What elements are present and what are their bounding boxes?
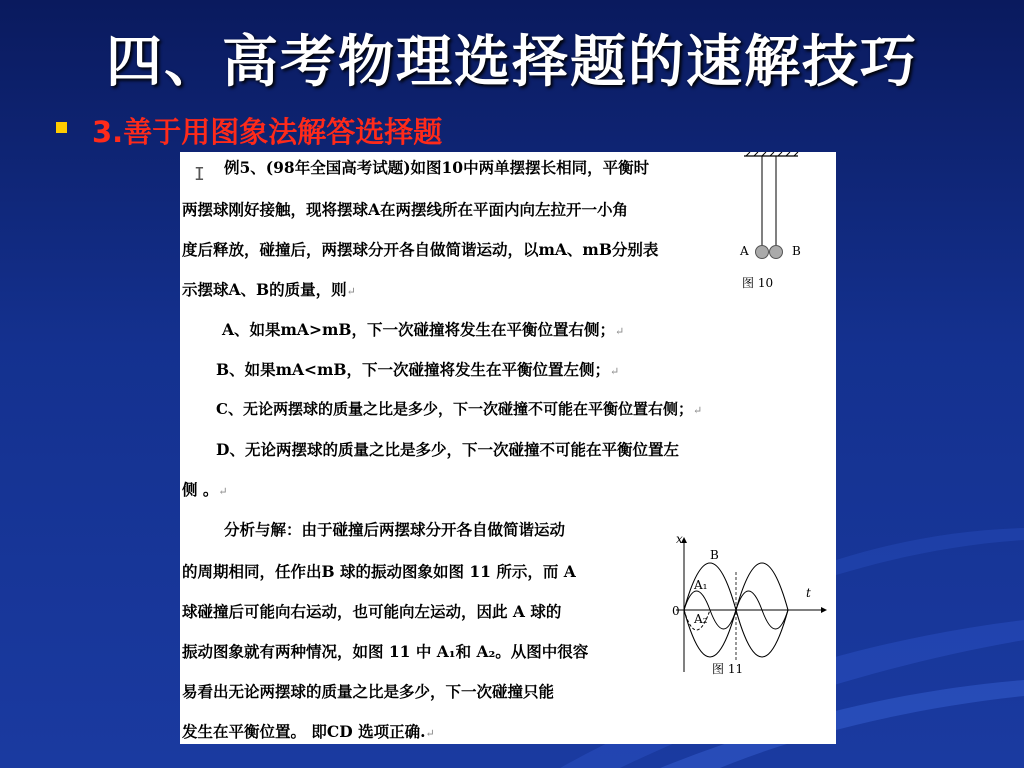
option-d-line-1: D、无论两摆球的质量之比是多少，下一次碰撞不可能在平衡位置左: [216, 440, 679, 459]
analysis-line-2: 的周期相同，任作出B 球的振动图象如图 11 所示，而 A: [182, 562, 576, 581]
option-d-line-2: 侧 。↵: [182, 480, 228, 499]
analysis-line-4: 振动图象就有两种情况，如图 11 中 A₁和 A₂。从图中很容: [182, 642, 589, 661]
bullet-square-icon: [56, 122, 67, 133]
question-line-2: 两摆球刚好接触，现将摆球A在两摆线所在平面内向左拉开一小角: [182, 200, 629, 219]
slide-title: 四、高考物理选择题的速解技巧: [106, 30, 918, 95]
figure-11-origin-label: 0: [672, 604, 680, 618]
figure-11-label-b: B: [710, 548, 719, 562]
analysis-line-6: 发生在平衡位置。 即CD 选项正确.↵: [182, 722, 435, 741]
question-line-4: 示摆球A、B的质量，则↵: [182, 280, 356, 299]
figure-11-caption: 图 11: [712, 662, 744, 676]
figure-10-label-b: B: [792, 244, 801, 258]
slide-subtitle: 3.善于用图象法解答选择题: [92, 115, 443, 149]
option-a: A、如果mA>mB，下一次碰撞将发生在平衡位置右侧；↵: [222, 320, 625, 339]
option-c: C、无论两摆球的质量之比是多少，下一次碰撞不可能在平衡位置右侧；↵: [216, 400, 703, 418]
option-b: B、如果mA<mB，下一次碰撞将发生在平衡位置左侧；↵: [216, 360, 620, 379]
figure-10-caption: 图 10: [742, 276, 774, 290]
question-line-3: 度后释放，碰撞后，两摆球分开各自做简谐运动，以mA、mB分别表: [182, 240, 659, 259]
figure-11-vibration-graph: [666, 532, 836, 682]
figure-11-label-a2: A₂: [694, 612, 708, 626]
figure-11-axis-t-label: t: [806, 586, 811, 600]
analysis-line-3: 球碰撞后可能向右运动，也可能向左运动，因此 A 球的: [182, 602, 562, 621]
analysis-line-5: 易看出无论两摆球的质量之比是多少，下一次碰撞只能: [182, 682, 555, 701]
text-cursor-icon: I: [194, 164, 205, 185]
figure-11-axis-x-label: x: [676, 532, 683, 546]
figure-10-label-a: A: [740, 244, 749, 258]
question-line-1: 例5、(98年全国高考试题)如图10中两单摆摆长相同，平衡时: [224, 158, 650, 177]
document-image: [180, 152, 836, 744]
figure-10-pendulum: [736, 152, 836, 292]
analysis-line-1: 分析与解：由于碰撞后两摆球分开各自做简谐运动: [224, 520, 566, 539]
figure-11-label-a1: A₁: [694, 578, 708, 592]
